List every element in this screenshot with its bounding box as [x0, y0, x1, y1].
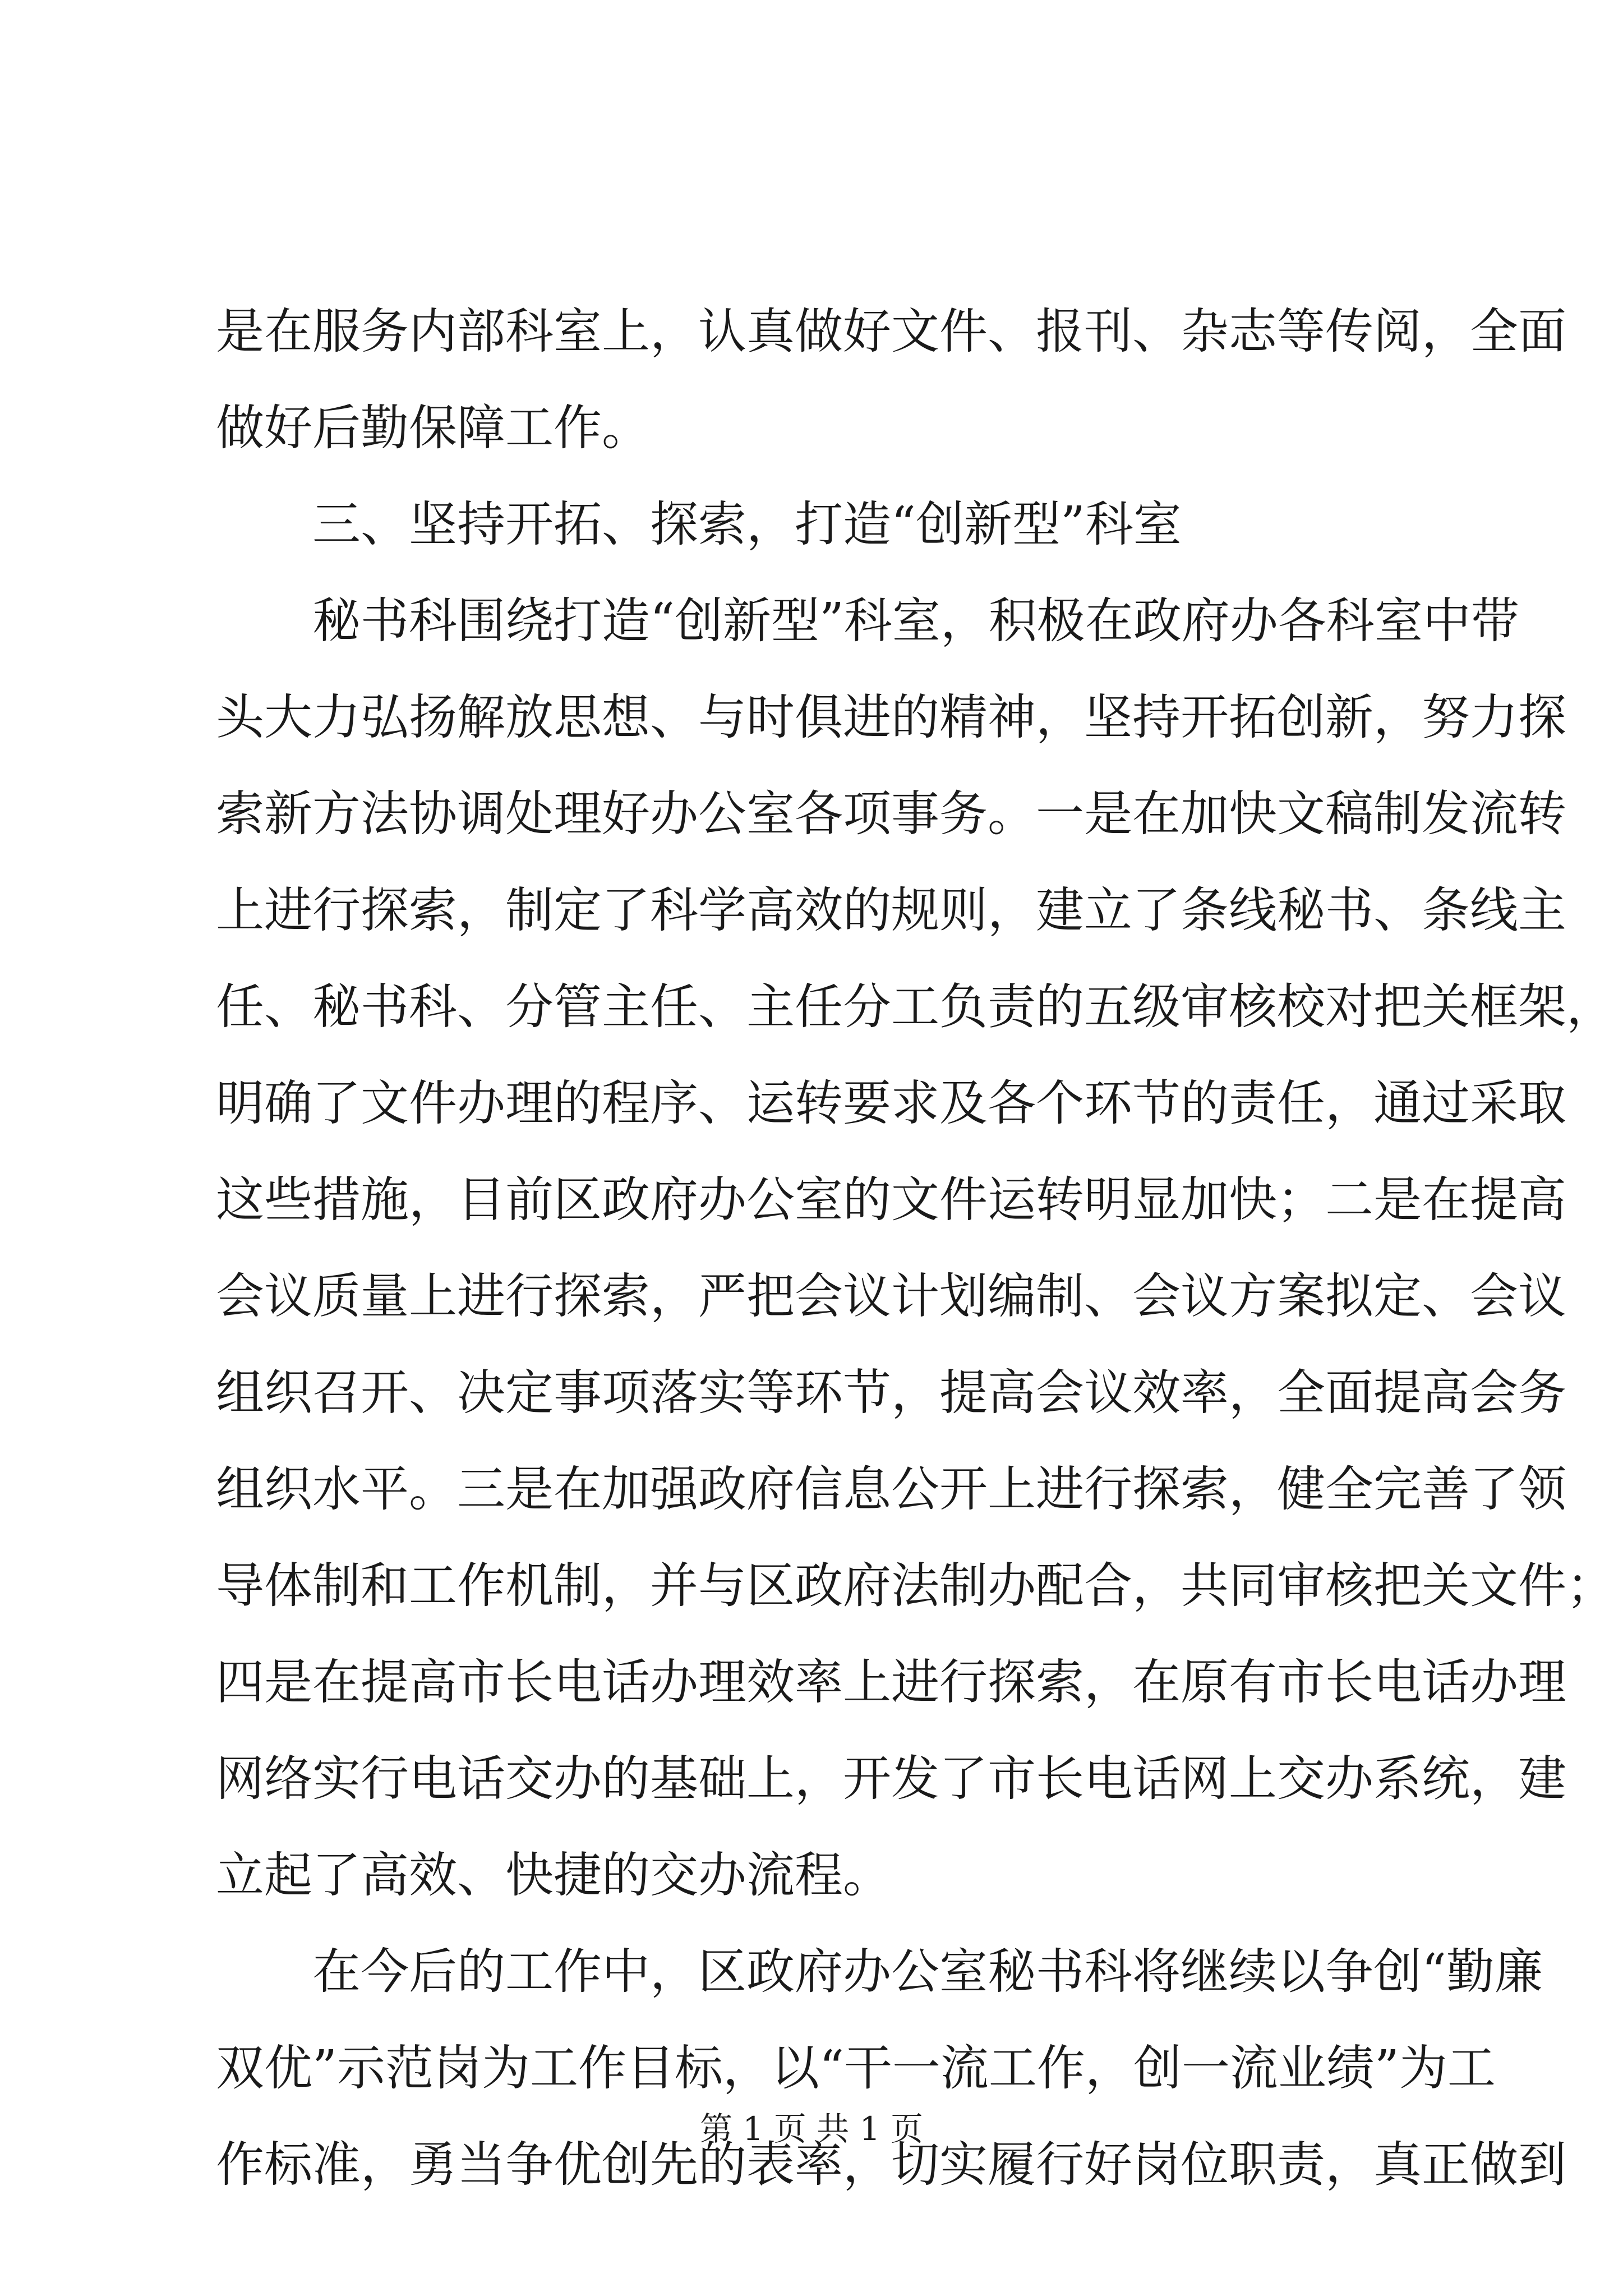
paragraph-line: 明确了文件办理的程序、运转要求及各个环节的责任，通过采取: [216, 1075, 1566, 1131]
paragraph-line: 四是在提高市长电话办理效率上进行探索，在原有市长电话办理: [216, 1654, 1566, 1710]
section-heading: 三、坚持开拓、探索，打造“创新型”科室: [312, 496, 1182, 553]
paragraph-line: 会议质量上进行探索，严把会议计划编制、会议方案拟定、会议: [216, 1268, 1566, 1324]
document-body: [216, 283, 1615, 2213]
paragraph-line: 这些措施，目前区政府办公室的文件运转明显加快；二是在提高: [216, 1172, 1566, 1228]
paragraph-line: 索新方法协调处理好办公室各项事务。一是在加快文稿制发流转: [216, 786, 1566, 842]
paragraph-line: 在今后的工作中，区政府办公室秘书科将继续以争创“勤廉: [312, 1944, 1543, 2000]
paragraph-line: 头大力弘扬解放思想、与时俱进的精神，坚持开拓创新，努力探: [216, 689, 1566, 746]
paragraph-line: 任、秘书科、分管主任、主任分工负责的五级审核校对把关框架，: [216, 979, 1615, 1035]
paragraph-line: 上进行探索，制定了科学高效的规则，建立了条线秘书、条线主: [216, 882, 1566, 938]
paragraph-line: 秘书科围绕打造“创新型”科室，积极在政府办各科室中带: [312, 593, 1519, 649]
paragraph-line: 网络实行电话交办的基础上，开发了市长电话网上交办系统，建: [216, 1751, 1566, 1807]
paragraph-line: 导体制和工作机制，并与区政府法制办配合，共同审核把关文件；: [216, 1558, 1615, 1614]
paragraph-line: 是在服务内部科室上，认真做好文件、报刊、杂志等传阅，全面: [216, 303, 1566, 360]
paragraph-line: 组织召开、决定事项落实等环节，提高会议效率，全面提高会务: [216, 1365, 1566, 1421]
paragraph-line: 立起了高效、快捷的交办流程。: [216, 1847, 891, 1903]
page-footer: 第 1 页 共 1 页: [700, 2110, 923, 2148]
paragraph-line: 作标准，勇当争优创先的表率，切实履行好岗位职责，真正做到: [216, 2137, 1566, 2193]
paragraph-line: 做好后勤保障工作。: [216, 400, 650, 456]
paragraph-line: 组织水平。三是在加强政府信息公开上进行探索，健全完善了领: [216, 1461, 1566, 1517]
paragraph-line: 双优”示范岗为工作目标，以“干一流工作，创一流业绩”为工: [216, 2040, 1496, 2096]
